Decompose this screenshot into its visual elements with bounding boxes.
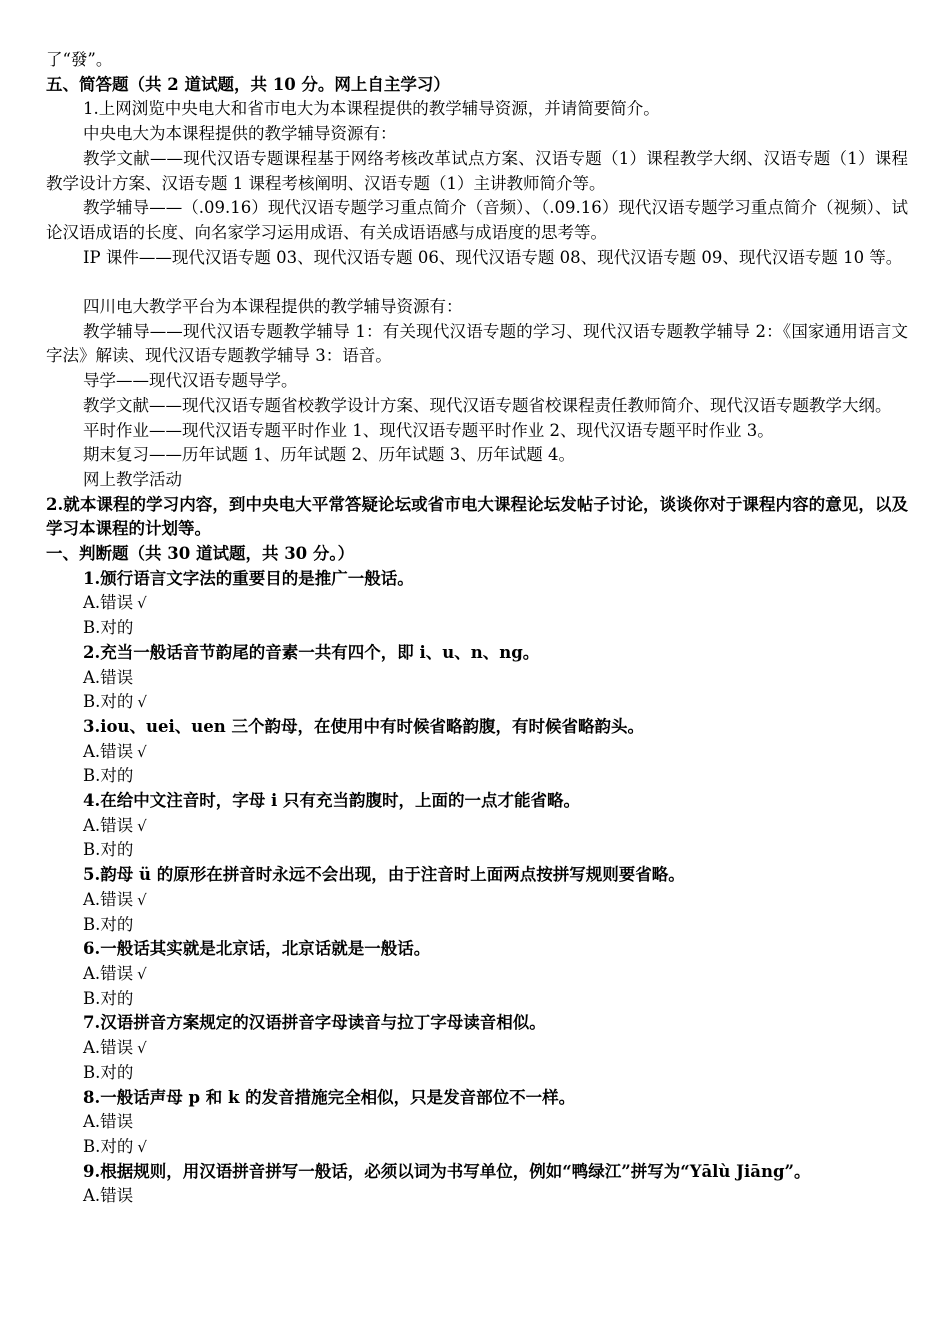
- question-text: 8.一般话声母 p 和 k 的发音措施完全相似，只是发音部位不一样。: [83, 1087, 576, 1107]
- continuation-text: 了“發”。: [46, 50, 113, 69]
- section-5-question-2: 2.就本课程的学习内容，到中央电大平常答疑论坛或省市电大课程论坛发帖子讨论，谈谈你对于课程内容的意见，以及学习本课程的计划等。: [46, 494, 908, 539]
- check-mark-icon: [133, 669, 137, 687]
- sichuan-resource-item: 教学文献——现代汉语专题省校教学设计方案、现代汉语专题省校课程责任教师简介、现代汉语专题教学大纲。: [83, 395, 892, 415]
- question-block: [46, 1086, 908, 1160]
- central-resource-item: 教学文献——现代汉语专题课程基于网络考核改革试点方案、汉语专题（1）课程教学大纲、汉语专题（1）课程教学设计方案、汉语专题 1 课程考核阐明、汉语专题（1）主讲教师简介等。: [46, 148, 908, 193]
- question-block: [46, 789, 908, 863]
- option-a: A.错误: [83, 1186, 134, 1206]
- document-body: [46, 48, 908, 1209]
- option-b: B.对的: [46, 1061, 908, 1086]
- sichuan-resource-item: 导学——现代汉语专题导学。: [83, 371, 298, 391]
- question-text: 7.汉语拼音方案规定的汉语拼音字母读音与拉丁字母读音相似。: [83, 1013, 546, 1033]
- question-text: 3.iou、uei、uen 三个韵母，在使用中有时候省略韵腹，有时候省略韵头。: [83, 716, 644, 736]
- central-resources-intro: 中央电大为本课程提供的教学辅导资源有：: [83, 124, 397, 144]
- option-b: B.对的: [46, 987, 908, 1012]
- check-mark-icon: [133, 841, 137, 859]
- option-a: A.错误: [46, 666, 908, 691]
- check-mark-icon: √: [137, 594, 147, 613]
- question-block: [46, 1011, 908, 1085]
- option-a: A.错误 √: [83, 815, 147, 835]
- check-mark-icon: √: [137, 890, 147, 909]
- check-mark-icon: √: [137, 693, 147, 712]
- question-block: [46, 641, 908, 715]
- central-resource-item: 教学辅导——（.09.16）现代汉语专题学习重点简介（音频）、（.09.16）现代汉语专题学习重点简介（视频）、试论汉语成语的长度、向名家学习运用成语、有关成语语感与成语度的思考等。: [46, 198, 908, 242]
- option-a: A.错误 √: [83, 1038, 147, 1058]
- check-mark-icon: [133, 619, 137, 637]
- sichuan-resource-item: 期末复习——历年试题 1、历年试题 2、历年试题 3、历年试题 4。: [83, 445, 575, 465]
- question-block: [46, 715, 908, 789]
- check-mark-icon: √: [137, 816, 147, 835]
- check-mark-icon: √: [137, 1039, 147, 1058]
- question-block: [46, 937, 908, 1011]
- option-a: A.错误 √: [83, 964, 147, 983]
- question-text: 4.在给中文注音时，字母 i 只有充当韵腹时，上面的一点才能省略。: [83, 791, 580, 811]
- check-mark-icon: [133, 1113, 137, 1131]
- central-resource-item: IP 课件——现代汉语专题 03、现代汉语专题 06、现代汉语专题 08、现代汉语专题 09、现代汉语专题 10 等。: [83, 247, 903, 267]
- check-mark-icon: √: [137, 742, 147, 761]
- option-b: B.对的: [46, 838, 908, 863]
- check-mark-icon: [133, 767, 137, 785]
- question-block: [46, 863, 908, 937]
- question-text: 1.颁行语言文字法的重要目的是推广一般话。: [83, 568, 414, 588]
- question-text: 9.根据规则，用汉语拼音拼写一般话，必须以词为书写单位，例如“鸭绿江”拼写为“Yālù Jiāng”。: [83, 1161, 811, 1181]
- option-a: A.错误 √: [83, 593, 147, 613]
- section-5-heading: 五、简答题（共 2 道试题，共 10 分。网上自主学习）: [46, 74, 450, 94]
- option-b: B.对的: [46, 764, 908, 789]
- check-mark-icon: [133, 1064, 137, 1082]
- sichuan-resource-item: 网上教学活动: [83, 469, 182, 489]
- section-5-question-1: 1.上网浏览中央电大和省市电大为本课程提供的教学辅导资源，并请简要简介。: [83, 99, 660, 119]
- sichuan-resource-item: 教学辅导——现代汉语专题教学辅导 1：有关现代汉语专题的学习、现代汉语专题教学辅导 2：《国家通用语言文字法》解读、现代汉语专题教学辅导 3：语音。: [46, 321, 908, 366]
- question-text: 5.韵母 ü 的原形在拼音时永远不会出现，由于注音时上面两点按拼写规则要省略。: [83, 865, 685, 885]
- blank-line: [46, 270, 908, 295]
- check-mark-icon: √: [137, 965, 147, 983]
- option-b: B.对的: [46, 616, 908, 641]
- sichuan-resources-intro: 四川电大教学平台为本课程提供的教学辅导资源有：: [83, 297, 463, 317]
- section-1-heading: 一、判断题（共 30 道试题，共 30 分。）: [46, 544, 355, 564]
- question-block: [46, 567, 908, 641]
- sichuan-resource-item: 平时作业——现代汉语专题平时作业 1、现代汉语专题平时作业 2、现代汉语专题平时作业 3。: [83, 420, 774, 440]
- option-b: B.对的: [46, 913, 908, 938]
- check-mark-icon: √: [137, 1137, 147, 1156]
- check-mark-icon: [133, 990, 137, 1008]
- question-text: 2.充当一般话音节韵尾的音素一共有四个，即 i、u、n、ng。: [83, 642, 540, 662]
- check-mark-icon: [133, 916, 137, 934]
- option-a: A.错误 √: [83, 741, 147, 761]
- question-text: 6.一般话其实就是北京话，北京话就是一般话。: [83, 939, 431, 959]
- option-a: A.错误 √: [83, 889, 147, 909]
- option-b: B.对的 √: [83, 1136, 147, 1156]
- question-block: [46, 1160, 908, 1209]
- option-a: A.错误: [46, 1110, 908, 1135]
- option-b: B.对的 √: [83, 692, 147, 712]
